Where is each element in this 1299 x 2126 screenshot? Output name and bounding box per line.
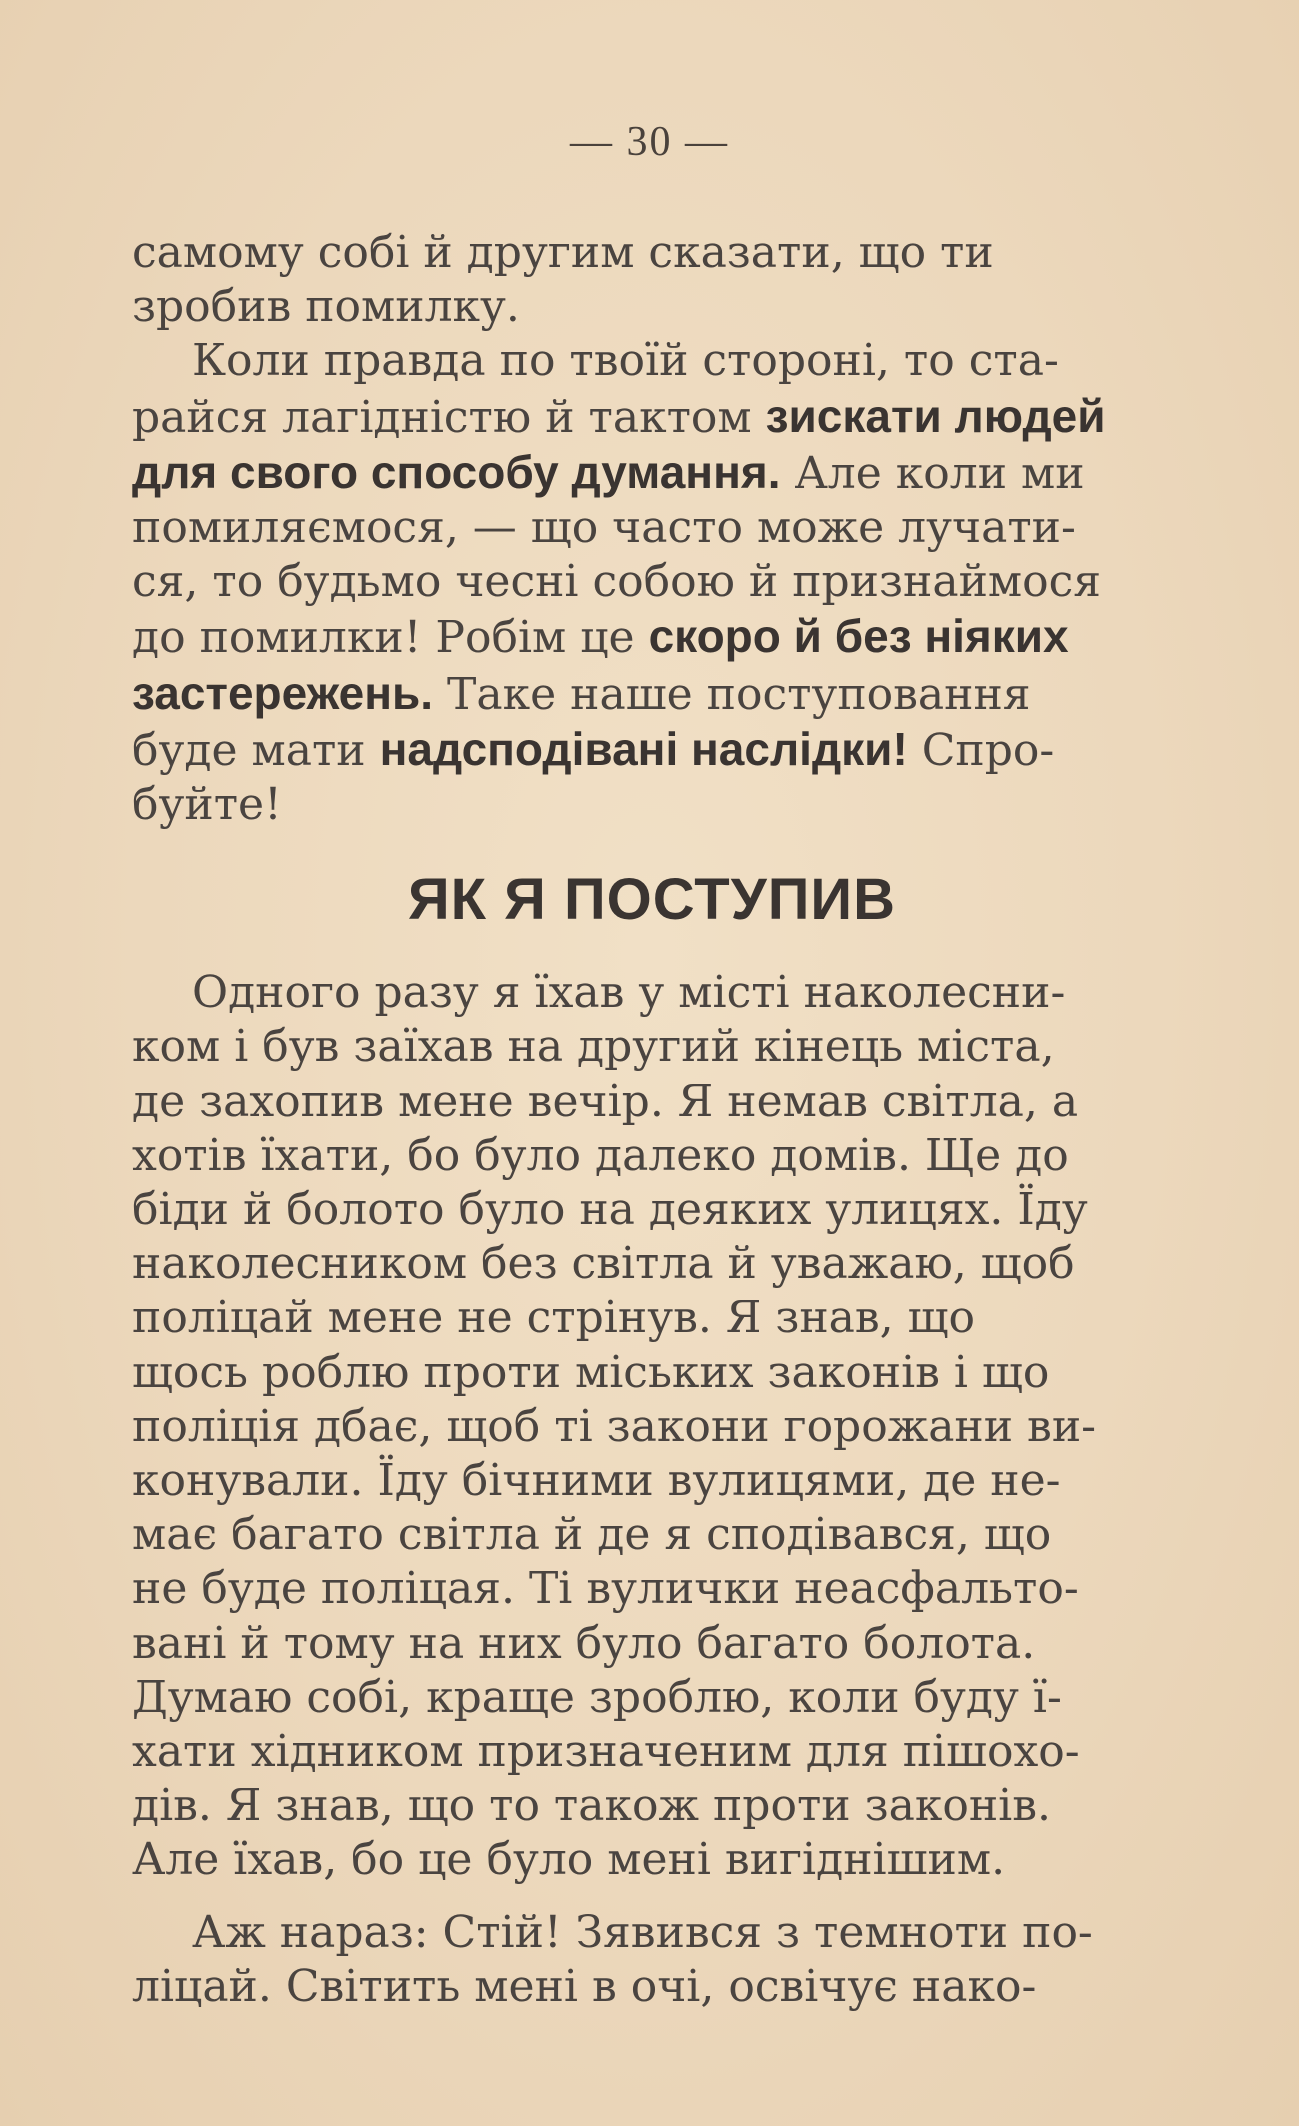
paragraph-story-continued: Аж нараз: Стій! Зявився з темноти по- ліцай. Світить мені в очі, освічує нако- xyxy=(132,1906,1093,2012)
bold-phrase: зискати людей для свого способу думання. xyxy=(132,389,1106,498)
paragraph-story: Одного разу я їхав у місті наколесни- ком і був заїхав на другий кінець міста, де захопив мене вечір. Я немав світла, а хотів їхати, бо було далеко домів. Ще до біди й болото було на деяких улицях. Їду наколесником без світла й уважаю, щоб поліцай мене не стрінув. Я знав, що щось роблю проти міських законів і що поліція дбає, щоб ті закони горожани ви- конували. Їду бічними вулицями, де не- має багато світла й де я сподівався, що не буде поліцая. Ті вулички неасфальто- вані й тому на них було багато болота. Думаю собі, краще зроблю, коли буду ї- хати хідником призначеним для пішохо- дів. Я знав, що то також проти законів. Але їхав, бо це було мені вигіднішим. xyxy=(132,967,1097,1886)
bold-phrase: надсподівані наслідки! xyxy=(379,722,908,775)
page-body xyxy=(132,226,1172,2014)
paragraph-continuation: самому собі й другим сказати, що ти зробив помилку. xyxy=(132,227,994,333)
paragraph-text: Але коли ми помиляємося, — що часто може лучати- ся, то будьмо чесні собою й признаймося до помилки! Робім це xyxy=(132,447,1102,664)
bold-phrase: скоро й без ніяких застережень. xyxy=(132,610,1069,719)
section-heading: ЯК Я ПОСТУПИВ xyxy=(407,867,897,933)
page-number: — 30 — xyxy=(570,119,729,165)
paragraph-advice xyxy=(132,334,1172,832)
paragraph-text: Спро- буйте! xyxy=(132,724,1055,831)
paragraph-text: Таке наше поступовання буде мати xyxy=(132,668,1031,776)
paragraph-text: Коли правда по твоїй стороні, то ста- райся лагідністю й тактом xyxy=(132,335,1059,443)
